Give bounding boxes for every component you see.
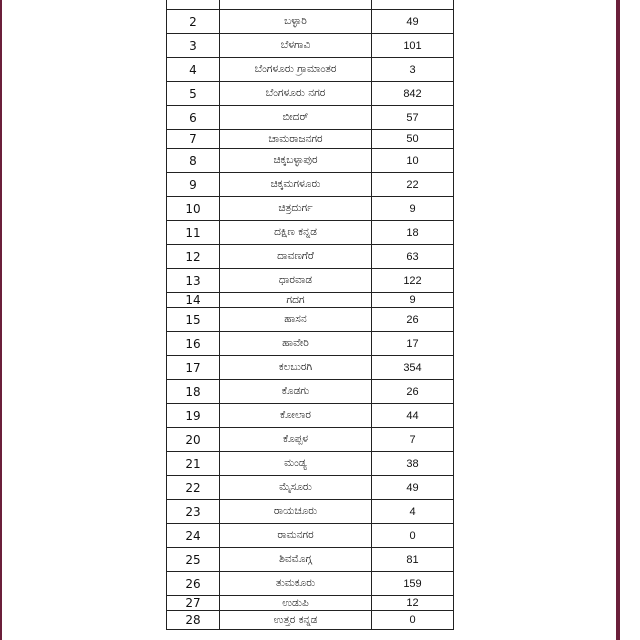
district-name: ಚಿಕ್ಕಬಳ್ಳಾಪುರ xyxy=(220,149,372,173)
count-value: 9 xyxy=(372,293,454,308)
district-name: ಕೋಲಾರ xyxy=(220,404,372,428)
district-name: ಬೀದರ್ xyxy=(220,106,372,130)
district-name: ಬೆಳಗಾವಿ xyxy=(220,34,372,58)
table-row xyxy=(167,332,454,356)
row-number: 7 xyxy=(167,130,220,149)
district-name: ಹಾಸನ xyxy=(220,308,372,332)
table-row xyxy=(167,82,454,106)
row-number: 28 xyxy=(167,611,220,630)
count-value: 7 xyxy=(372,428,454,452)
row-number: 6 xyxy=(167,106,220,130)
row-number: 21 xyxy=(167,452,220,476)
table-row xyxy=(167,524,454,548)
count-value: 10 xyxy=(372,149,454,173)
district-name: ತುಮಕೂರು xyxy=(220,572,372,596)
table-row xyxy=(167,548,454,572)
count-value: 354 xyxy=(372,356,454,380)
row-number: 17 xyxy=(167,356,220,380)
count-value: 50 xyxy=(372,130,454,149)
district-name: ಮೈಸೂರು xyxy=(220,476,372,500)
count-value: 0 xyxy=(372,611,454,630)
table-row xyxy=(167,380,454,404)
count-value: 49 xyxy=(372,10,454,34)
row-number: 25 xyxy=(167,548,220,572)
table-row xyxy=(167,10,454,34)
district-name: ಬೆಂಗಳೂರು ಗ್ರಾಮಾಂತರ xyxy=(220,58,372,82)
row-number: 26 xyxy=(167,572,220,596)
district-name: ಉತ್ತರ ಕನ್ನಡ xyxy=(220,611,372,630)
row-number: 8 xyxy=(167,149,220,173)
district-name: ಬಳ್ಳಾರಿ xyxy=(220,10,372,34)
row-number: 22 xyxy=(167,476,220,500)
row-number: 27 xyxy=(167,596,220,611)
district-name: ರಾಮನಗರ xyxy=(220,524,372,548)
row-number: 12 xyxy=(167,245,220,269)
row-number: 15 xyxy=(167,308,220,332)
row-number: 4 xyxy=(167,58,220,82)
table-row xyxy=(167,106,454,130)
table-row xyxy=(167,572,454,596)
table-row xyxy=(167,269,454,293)
district-name: ಕಲಬುರಗಿ xyxy=(220,356,372,380)
table-row xyxy=(167,0,454,10)
table-row xyxy=(167,452,454,476)
table-row xyxy=(167,197,454,221)
district-name: ಚಿಕ್ಕಮಗಳೂರು xyxy=(220,173,372,197)
count-value: 63 xyxy=(372,245,454,269)
district-name: ಹಾವೇರಿ xyxy=(220,332,372,356)
table-row xyxy=(167,58,454,82)
district-name: ಚಾಮರಾಜನಗರ xyxy=(220,130,372,149)
count-value: 22 xyxy=(372,173,454,197)
row-number: 19 xyxy=(167,404,220,428)
row-number: 20 xyxy=(167,428,220,452)
row-number: 9 xyxy=(167,173,220,197)
row-number: 10 xyxy=(167,197,220,221)
row-number xyxy=(167,0,220,10)
table-row xyxy=(167,476,454,500)
count-value: 9 xyxy=(372,197,454,221)
table-row xyxy=(167,34,454,58)
count-value: 101 xyxy=(372,34,454,58)
district-name: ಬೆಂಗಳೂರು ನಗರ xyxy=(220,82,372,106)
count-value: 842 xyxy=(372,82,454,106)
district-name: ದಾವಣಗೆರೆ xyxy=(220,245,372,269)
table-row xyxy=(167,221,454,245)
count-value: 49 xyxy=(372,476,454,500)
row-number: 24 xyxy=(167,524,220,548)
table-row xyxy=(167,404,454,428)
district-name: ರಾಯಚೂರು xyxy=(220,500,372,524)
district-name: ಗದಗ xyxy=(220,293,372,308)
count-value: 0 xyxy=(372,524,454,548)
count-value: 26 xyxy=(372,380,454,404)
row-number: 18 xyxy=(167,380,220,404)
count-value: 17 xyxy=(372,332,454,356)
district-name xyxy=(220,0,372,10)
district-name: ಕೊಪ್ಪಳ xyxy=(220,428,372,452)
row-number: 11 xyxy=(167,221,220,245)
count-value: 3 xyxy=(372,58,454,82)
count-value: 18 xyxy=(372,221,454,245)
table-row xyxy=(167,173,454,197)
count-value: 26 xyxy=(372,308,454,332)
row-number: 23 xyxy=(167,500,220,524)
row-number: 14 xyxy=(167,293,220,308)
district-count-table xyxy=(166,0,454,630)
count-value: 122 xyxy=(372,269,454,293)
row-number: 2 xyxy=(167,10,220,34)
table-row xyxy=(167,293,454,308)
count-value xyxy=(372,0,454,10)
district-name: ದಕ್ಷಿಣ ಕನ್ನಡ xyxy=(220,221,372,245)
count-value: 12 xyxy=(372,596,454,611)
district-name: ಚಿತ್ರದುರ್ಗ xyxy=(220,197,372,221)
table-row xyxy=(167,149,454,173)
count-value: 57 xyxy=(372,106,454,130)
table-row xyxy=(167,596,454,611)
row-number: 3 xyxy=(167,34,220,58)
table-row xyxy=(167,308,454,332)
district-name: ಶಿವಮೊಗ್ಗ xyxy=(220,548,372,572)
district-table-container xyxy=(166,0,453,630)
table-row xyxy=(167,245,454,269)
district-name: ಕೊಡಗು xyxy=(220,380,372,404)
table-row xyxy=(167,130,454,149)
table-row xyxy=(167,428,454,452)
district-name: ಉಡುಪಿ xyxy=(220,596,372,611)
district-name: ಧಾರವಾಡ xyxy=(220,269,372,293)
count-value: 44 xyxy=(372,404,454,428)
table-row xyxy=(167,356,454,380)
count-value: 81 xyxy=(372,548,454,572)
count-value: 159 xyxy=(372,572,454,596)
row-number: 13 xyxy=(167,269,220,293)
row-number: 5 xyxy=(167,82,220,106)
row-number: 16 xyxy=(167,332,220,356)
table-row xyxy=(167,500,454,524)
count-value: 4 xyxy=(372,500,454,524)
table-row xyxy=(167,611,454,630)
count-value: 38 xyxy=(372,452,454,476)
district-name: ಮಂಡ್ಯ xyxy=(220,452,372,476)
